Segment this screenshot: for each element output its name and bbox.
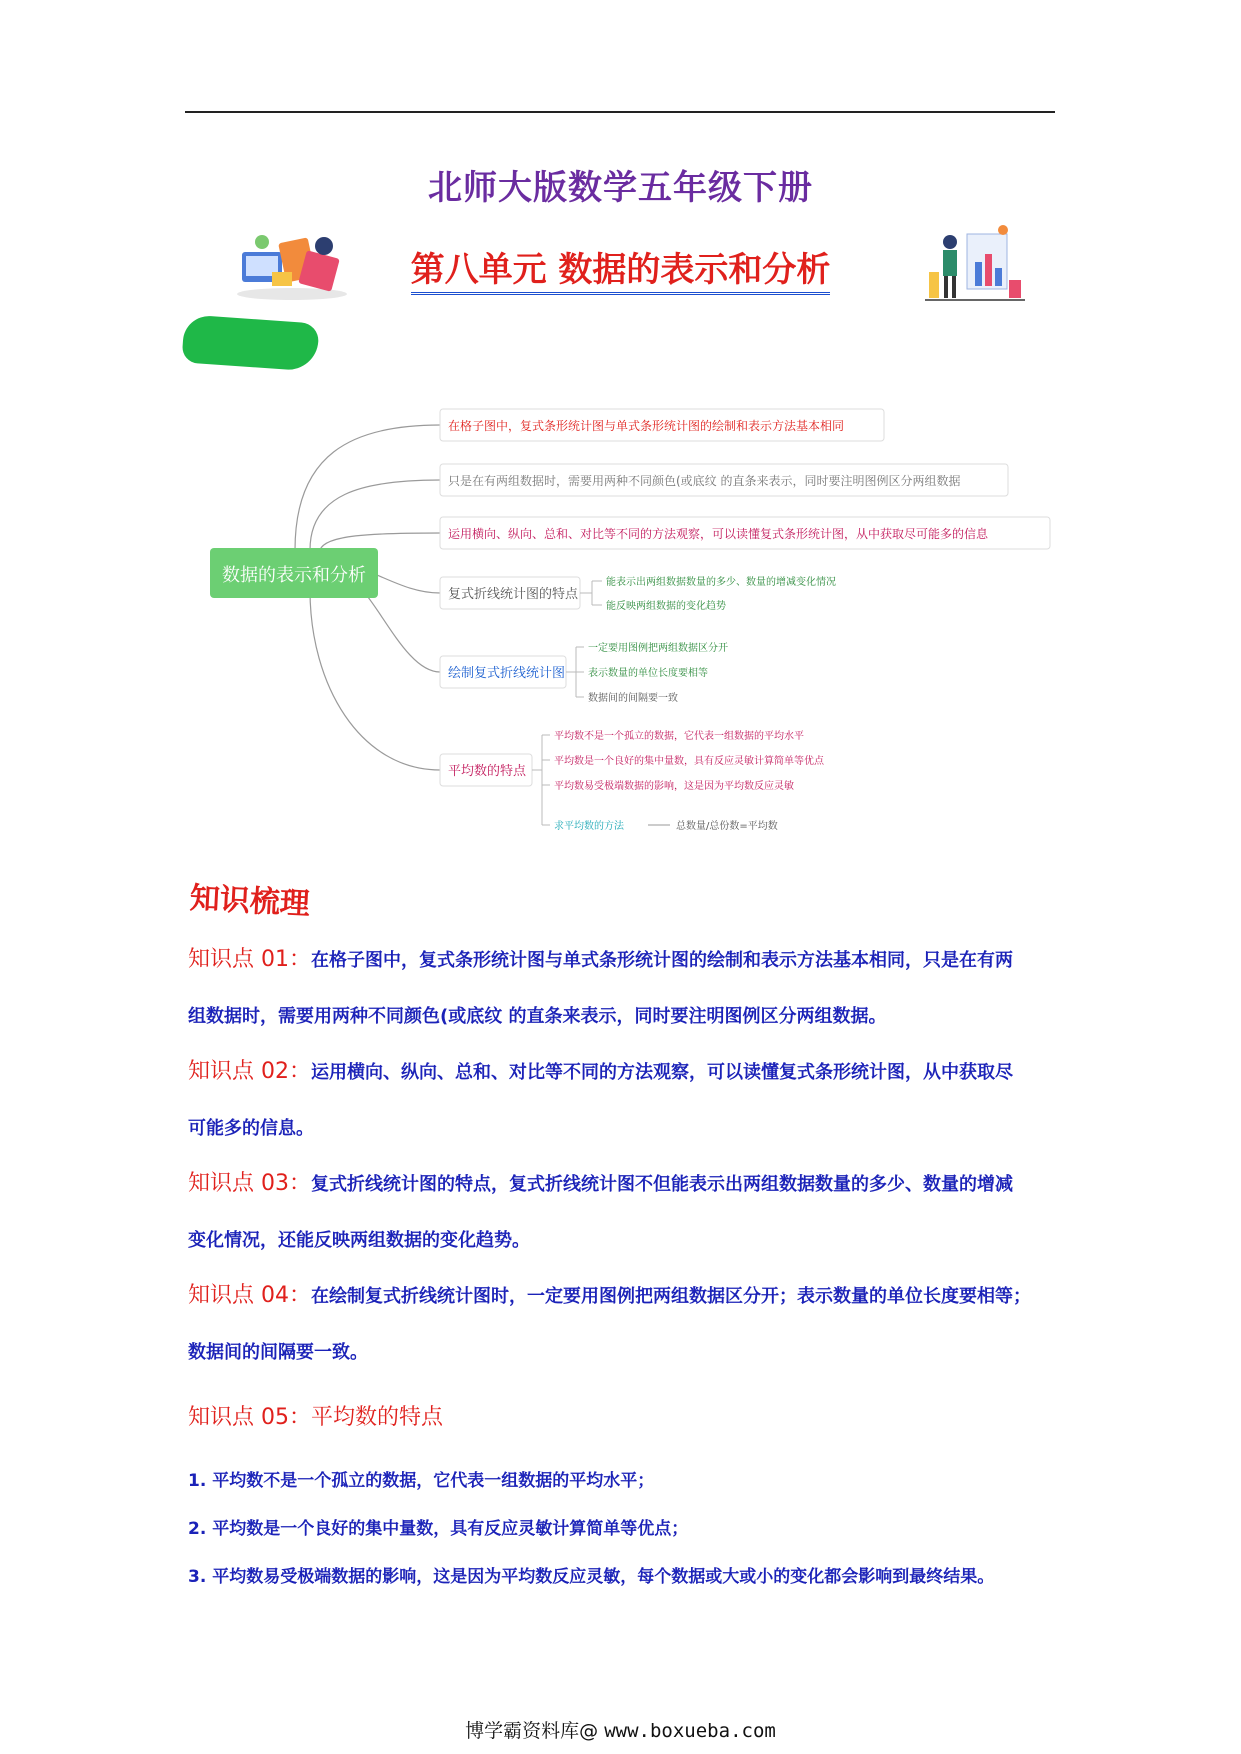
section-heading: 知识梳理 [188,880,311,923]
page-title: 北师大版数学五年级下册 [428,168,813,208]
knowledge-point-line [188,1156,1058,1213]
footer-site-name: 博学霸资料库@ [465,1720,599,1742]
knowledge-point-text: 在格子图中，复式条形统计图与单式条形统计图的绘制和表示方法基本相同，只是在有两 [311,950,1013,971]
knowledge-point-text: 变化情况，还能反映两组数据的变化趋势。 [188,1230,530,1251]
knowledge-point-text: 组数据时，需要用两种不同颜色(或底纹 的直条来表示，同时要注明图例区分两组数据。 [188,1006,887,1027]
mindmap-leaf: 求平均数的方法 [554,821,624,832]
unit-title [0,242,1241,291]
page-footer [0,1716,1241,1743]
mindmap-node-label: 只是在有两组数据时，需要用两种不同颜色(或底纹 的直条来表示，同时要注明图例区分两组数据 [448,474,961,488]
unit-title-text: 第八单元 数据的表示和分析 [411,250,831,295]
mindmap-leaf: 一定要用图例把两组数据区分开 [588,643,728,654]
mindmap-root-label: 数据的表示和分析 [222,565,366,586]
mindmap-node-label: 绘制复式折线统计图 [448,666,566,681]
knowledge-point-text: 数据间的间隔要一致。 [188,1342,368,1363]
mindmap-node-label: 运用横向、纵向、总和、对比等不同的方法观察，可以读懂复式条形统计图，从中获取尽可能多的信息 [448,527,989,541]
mindmap-leaf: 能表示出两组数据数量的多少、数量的增减变化情况 [606,577,836,588]
green-badge [181,314,319,371]
knowledge-point-line [188,1044,1058,1101]
header-rule [185,111,1055,113]
knowledge-point-5-heading: 知识点 05：平均数的特点 [188,1405,443,1430]
mind-map [200,385,1060,845]
mindmap-node-label: 平均数的特点 [448,764,527,779]
mindmap-leaf: 平均数易受极端数据的影响，这是因为平均数反应灵敏 [554,781,794,792]
knowledge-point-label: 知识点 03： [188,1171,311,1196]
chart-illustration-right [925,222,1025,304]
knowledge-point-text: 在绘制复式折线统计图时，一定要用图例把两组数据区分开；表示数量的单位长度要相等； [311,1286,1031,1307]
list-item: 2. 平均数是一个良好的集中量数，具有反应灵敏计算简单等优点； [188,1519,689,1539]
knowledge-point-label: 知识点 02： [188,1059,311,1084]
footer-url[interactable]: www.boxueba.com [604,1720,776,1742]
mindmap-leaf: 数据间的间隔要一致 [588,693,678,704]
knowledge-point [188,1268,1058,1381]
mindmap-leaf: 能反映两组数据的变化趋势 [606,601,726,612]
list-item: 3. 平均数易受极端数据的影响，这是因为平均数反应灵敏，每个数据或大或小的变化都会影响到最终结果。 [188,1567,995,1587]
knowledge-point-line [188,932,1058,989]
mindmap-leaf: 表示数量的单位长度要相等 [588,668,708,679]
knowledge-point-label: 知识点 01： [188,947,311,972]
mindmap-node-label: 在格子图中，复式条形统计图与单式条形统计图的绘制和表示方法基本相同 [448,419,845,433]
knowledge-point [188,1044,1058,1157]
knowledge-point-text: 运用横向、纵向、总和、对比等不同的方法观察，可以读懂复式条形统计图，从中获取尽 [311,1062,1013,1083]
knowledge-point-line [188,1268,1058,1325]
mindmap-leaf: 平均数是一个良好的集中量数，具有反应灵敏计算简单等优点 [554,756,824,767]
knowledge-point-text: 可能多的信息。 [188,1118,314,1139]
knowledge-point-text: 复式折线统计图的特点，复式折线统计图不但能表示出两组数据数量的多少、数量的增减 [311,1174,1013,1195]
mindmap-leaf: 平均数不是一个孤立的数据，它代表一组数据的平均水平 [554,731,804,742]
knowledge-point [188,932,1058,1045]
mindmap-node-label: 复式折线统计图的特点 [448,587,579,602]
knowledge-point-label: 知识点 04： [188,1283,311,1308]
list-item: 1. 平均数不是一个孤立的数据，它代表一组数据的平均水平； [188,1471,655,1491]
mindmap-leaf-formula: 总数量/总份数=平均数 [676,821,778,832]
knowledge-point [188,1156,1058,1269]
